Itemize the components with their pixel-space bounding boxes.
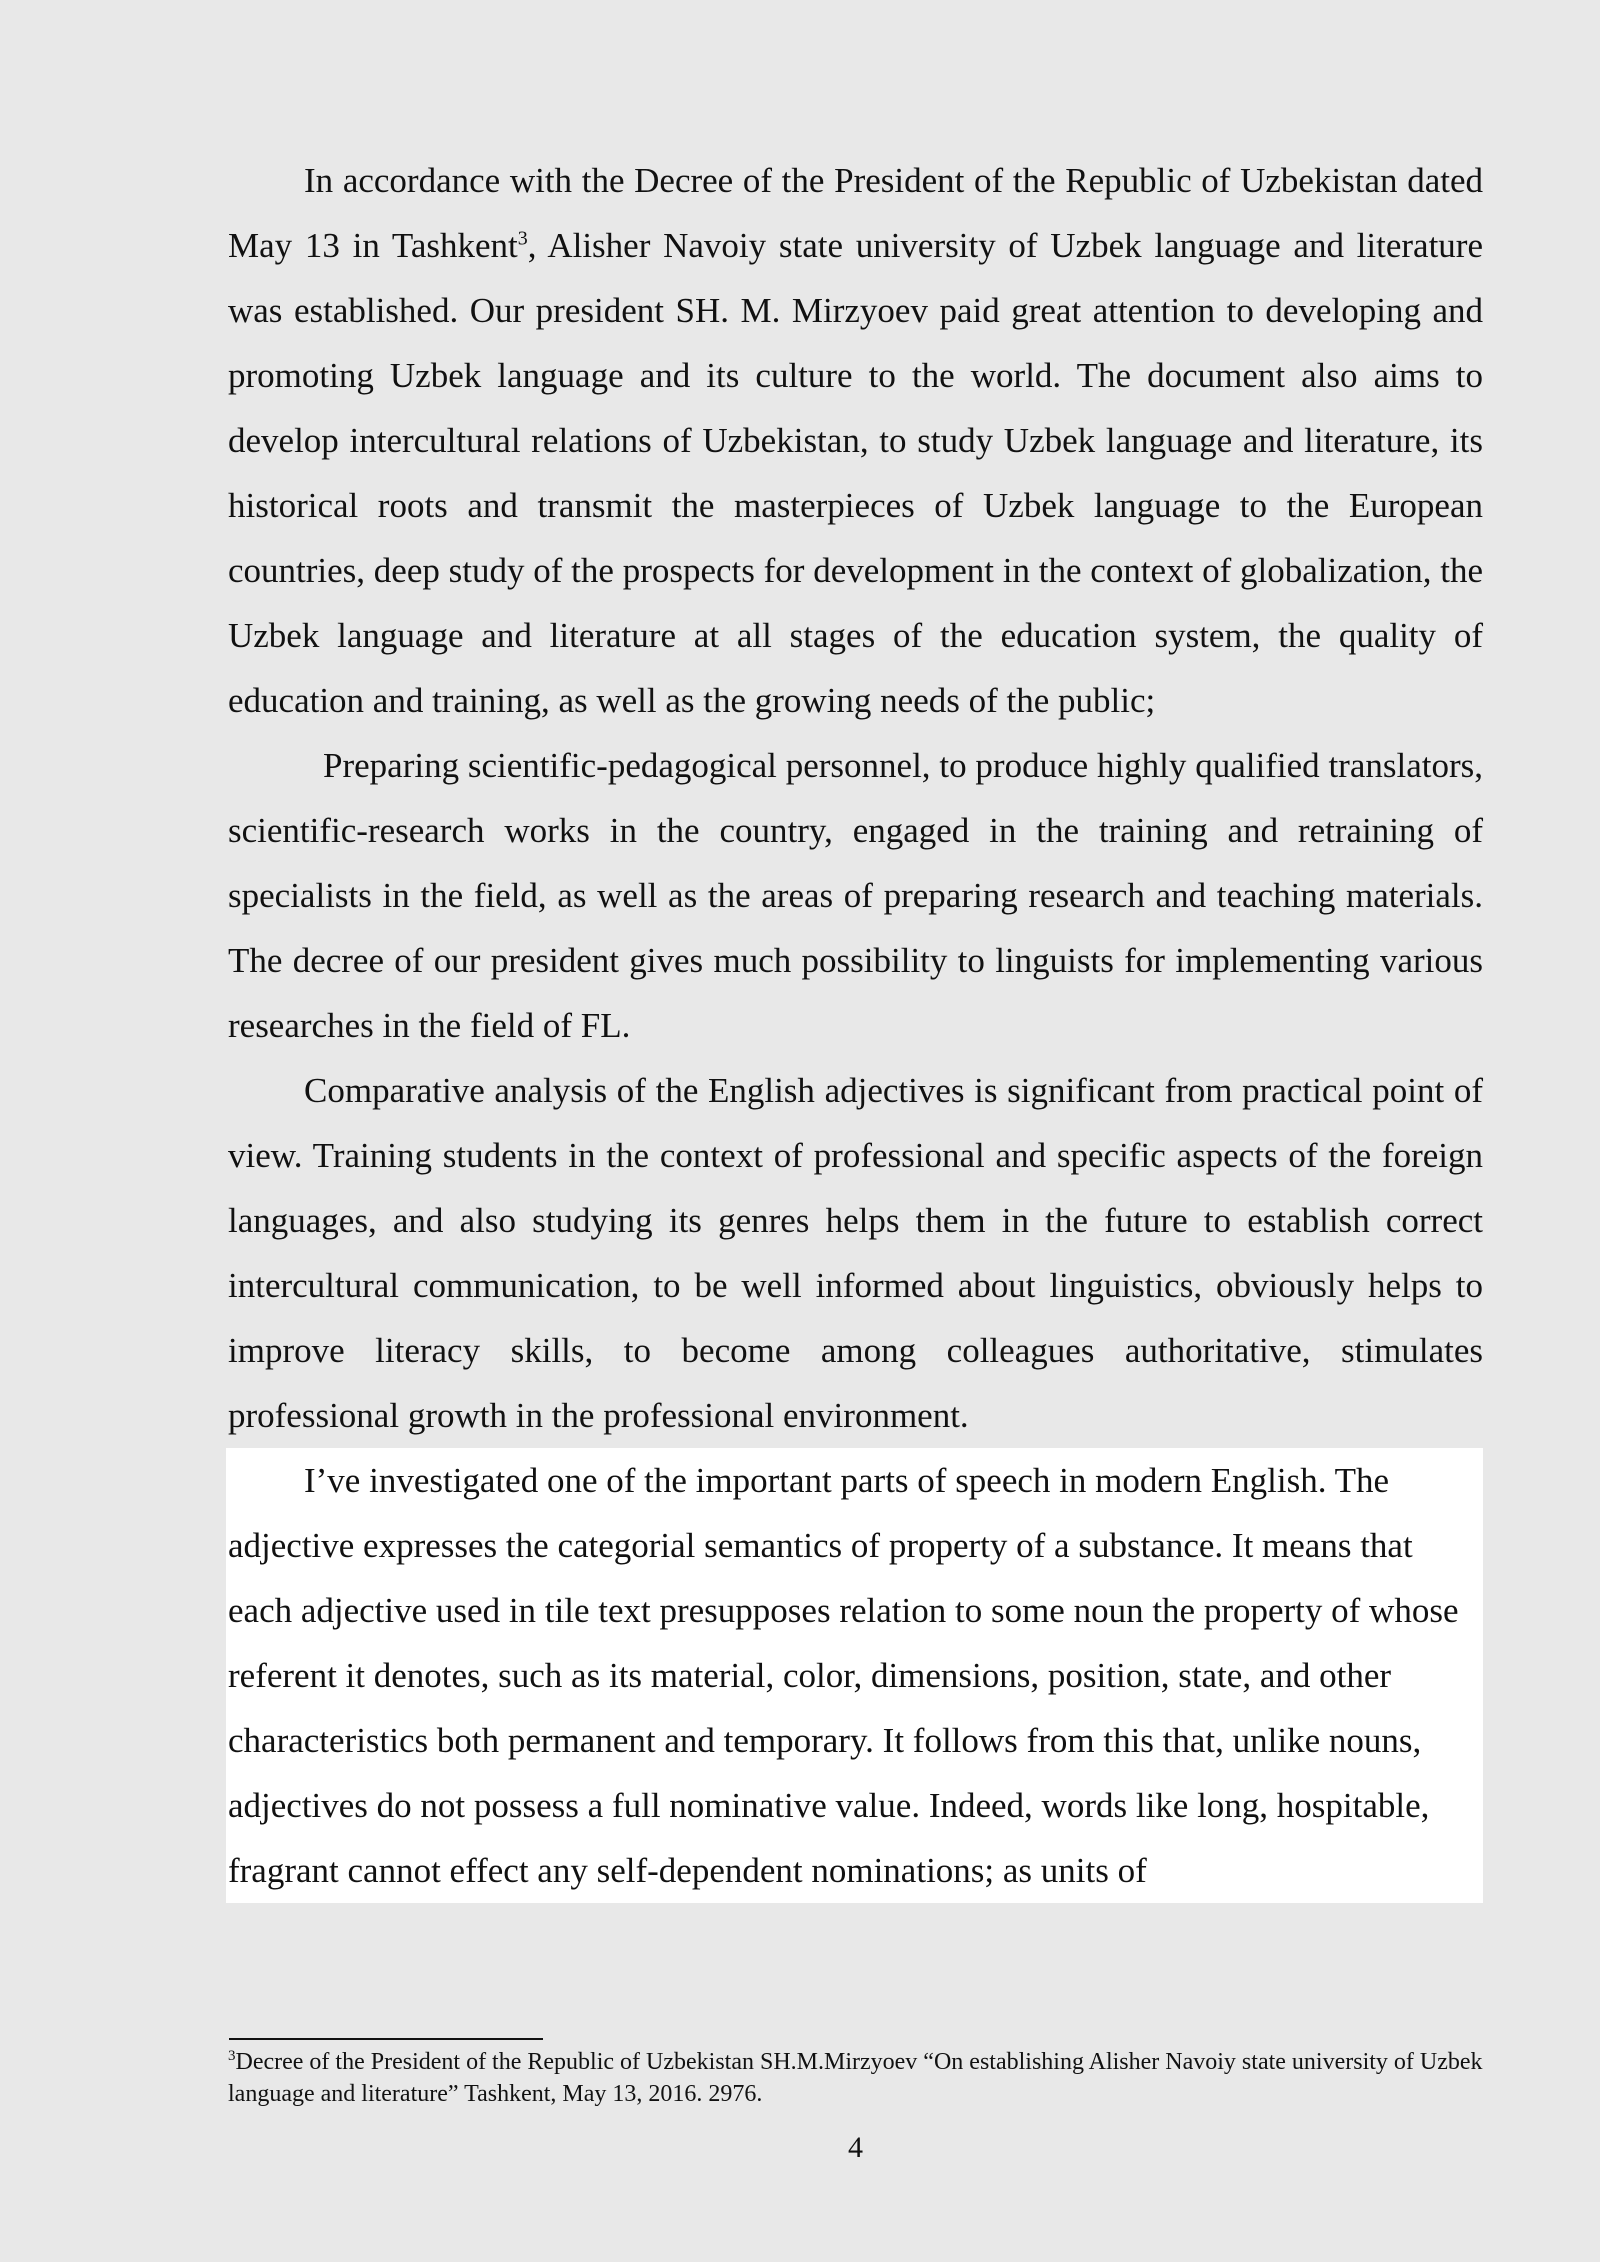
footnote-text: Decree of the President of the Republic of Uzbekistan SH.M.Mirzyoev “On establishing Alisher Navoiy state university of Uzbek language and literature” Tashkent, May 13, 2016. 2976. [228,2049,1483,2107]
footnote-reference: 3 [517,227,528,250]
page-number: 4 [848,2131,863,2164]
footnote-separator [229,2038,543,2040]
paragraph-decree-text-end: , Alisher Navoiy state university of Uzbek language and literature was established. Our president SH. M. Mirzyoev paid great attention to developing and promoting Uzbek language and its culture to the world. The document also aims to develop intercultural relations of Uzbekistan, to study Uzbek language and literature, its historical roots and transmit the masterpieces of Uzbek language to the European countries, deep study of the prospects for development in the context of globalization, the Uzbek language and literature at all stages of the education system, the quality of education and training, as well as the growing needs of the public; [228,226,1483,720]
paragraph-personnel: Preparing scientific-pedagogical personnel, to produce highly qualified translators, scientific-research works in the country, engaged in the training and retraining of specialists in the field, as well as the areas of preparing research and teaching materials. The decree of our president gives much possibility to linguists for implementing various researches in the field of FL. [228,746,1483,1045]
paragraph-decree [228,148,1483,733]
paragraph-comparative-analysis: Comparative analysis of the English adjectives is significant from practical point of view. Training students in the context of professional and specific aspects of the foreign languages, and also studying its genres helps them in the future to establish correct intercultural communication, to be well informed about linguistics, obviously helps to improve literacy skills, to become among colleagues authoritative, stimulates professional growth in the professional environment. [228,1071,1483,1435]
paragraph-decree-text-start: In accordance with the Decree of the President of the Republic of Uzbekistan dated May 13 in Tashkent [228,161,1483,265]
footnote-mark: 3 [228,2048,236,2064]
footnote [228,2046,1483,2110]
body-text [228,148,1483,1903]
paragraph-adjective-investigation: I’ve investigated one of the important parts of speech in modern English. The adjective expresses the categorial semantics of property of a substance. It means that each adjective used in tile text presupposes relation to some noun the property of whose referent it denotes, such as its material, color, dimensions, position, state, and other characteristics both permanent and temporary. It follows from this that, unlike nouns, adjectives do not possess a full nominative value. Indeed, words like long, hospitable, fragrant cannot effect any self-dependent nominations; as units of [226,1448,1483,1903]
